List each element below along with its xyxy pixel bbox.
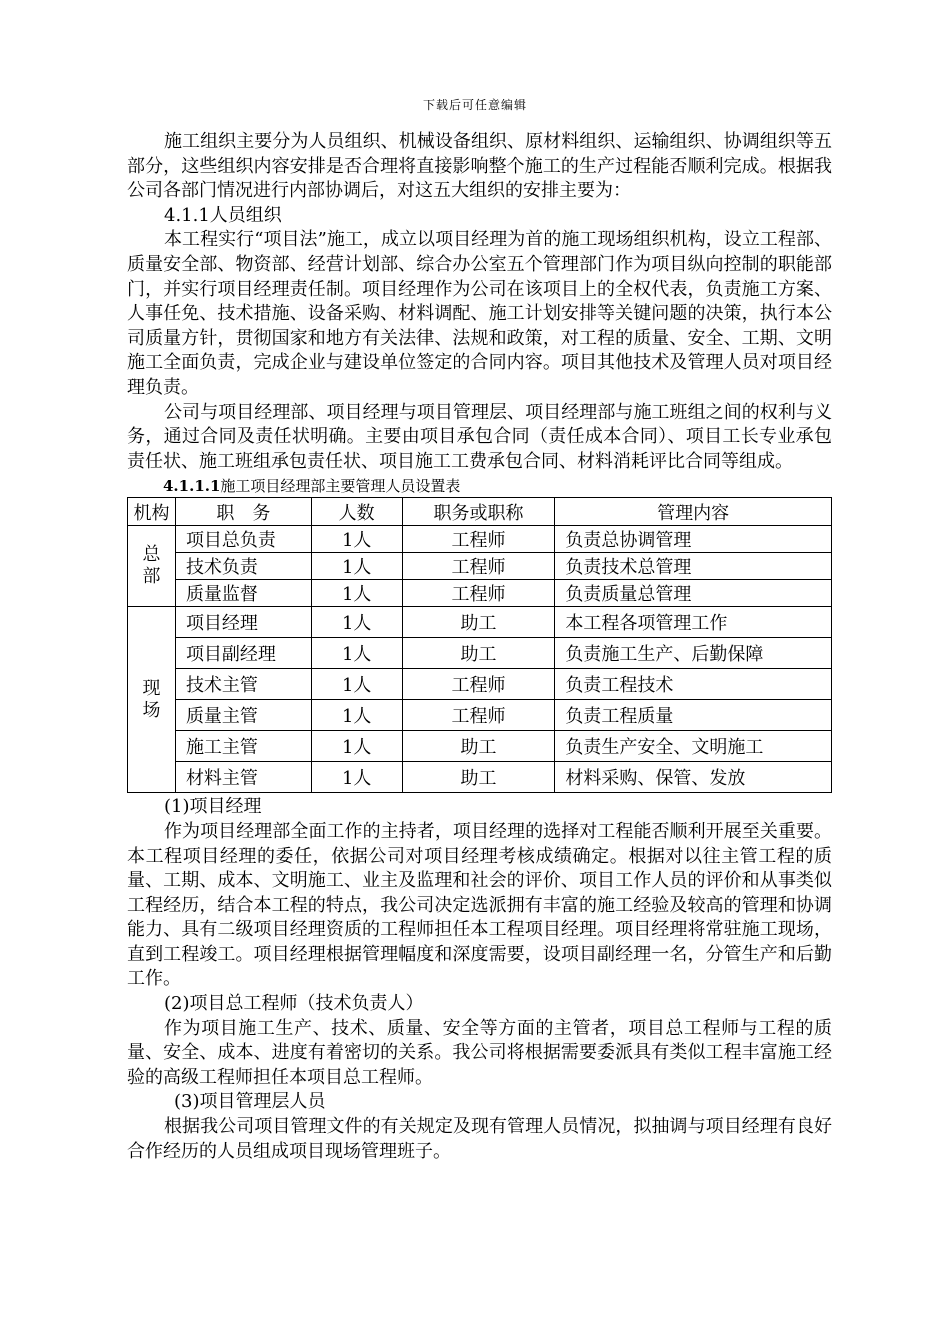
header-cell: 职 务 — [175, 498, 311, 526]
count-cell: 1人 — [311, 762, 402, 793]
title-cell: 助工 — [402, 731, 555, 762]
table-row — [128, 580, 832, 607]
table-row — [128, 669, 832, 700]
group-label-site: 现 场 — [128, 607, 176, 793]
table-row — [128, 700, 832, 731]
count-cell: 1人 — [311, 638, 402, 669]
count-cell: 1人 — [311, 607, 402, 638]
title-cell: 工程师 — [402, 526, 555, 553]
duty-cell: 负责工程技术 — [555, 669, 832, 700]
table-caption-number: 4.1.1.1 — [163, 477, 221, 496]
duty-cell: 负责质量总管理 — [555, 580, 832, 607]
subheading-management-staff: (3)项目管理层人员 — [174, 1091, 326, 1113]
role-cell: 质量监督 — [175, 580, 311, 607]
header-cell: 人数 — [311, 498, 402, 526]
role-cell: 项目总负责 — [175, 526, 311, 553]
header-cell: 职务或职称 — [402, 498, 555, 526]
table-row — [128, 607, 832, 638]
project-manager-paragraph: 作为项目经理部全面工作的主持者，项目经理的选择对工程能否顺利开展至关重要。本工程项目经理的委任，依据公司对项目经理考核成绩确定。根据对以往主管工程的质量、工期、成本、文明施工、业主及监理和社会的评价、项目工作人员的评价和从事类似工程经历，结合本工程的特点，我公司决定选派拥有丰富的施工经验及较高的管理和协调能力、具有二级项目经理资质的工程师担任本工程项目经理。项目经理将常驻施工现场，直到工程竣工。项目经理根据管理幅度和深度需要，设项目副经理一名，分管生产和后勤工作。 — [127, 820, 832, 990]
table-row — [128, 553, 832, 580]
table-row — [128, 638, 832, 669]
duty-cell: 负责技术总管理 — [555, 553, 832, 580]
table-row — [128, 762, 832, 793]
role-cell: 技术主管 — [175, 669, 311, 700]
intro-paragraph: 施工组织主要分为人员组织、机械设备组织、原材料组织、运输组织、协调组织等五部分，这些组织内容安排是否合理将直接影响整个施工的生产过程能否顺利完成。根据我公司各部门情况进行内部协调后，对这五大组织的安排主要为： — [127, 131, 832, 202]
header-cell: 管理内容 — [555, 498, 832, 526]
count-cell: 1人 — [311, 731, 402, 762]
role-cell: 项目经理 — [175, 607, 311, 638]
count-cell: 1人 — [311, 526, 402, 553]
subheading-project-manager: (1)项目经理 — [164, 796, 262, 818]
role-cell: 技术负责 — [175, 553, 311, 580]
group-label-headquarters: 总 部 — [128, 526, 176, 607]
count-cell: 1人 — [311, 700, 402, 731]
project-method-paragraph: 本工程实行“项目法”施工，成立以项目经理为首的施工现场组织机构，设立工程部、质量安全部、物资部、经营计划部、综合办公室五个管理部门作为项目纵向控制的职能部门，并实行项目经理责任制。项目经理作为公司在该项目上的全权代表，负责施工方案、人事任免、技术措施、设备采购、材料调配、施工计划安排等关键问题的决策，执行本公司质量方针，贯彻国家和地方有关法律、法规和政策，对工程的质量、安全、工期、文明施工全面负责，完成企业与建设单位签定的合同内容。项目其他技术及管理人员对项目经理负责。 — [127, 229, 832, 398]
title-cell: 助工 — [402, 762, 555, 793]
duty-cell: 本工程各项管理工作 — [555, 607, 832, 638]
subheading-chief-engineer: (2)项目总工程师（技术负责人） — [164, 993, 424, 1015]
title-cell: 助工 — [402, 638, 555, 669]
title-cell: 工程师 — [402, 553, 555, 580]
table-row — [128, 526, 832, 553]
section-heading-personnel: 4.1.1人员组织 — [164, 204, 282, 226]
table-header-row — [128, 498, 832, 526]
management-staff-paragraph: 根据我公司项目管理文件的有关规定及现有管理人员情况，拟抽调与项目经理有良好合作经历的人员组成项目现场管理班子。 — [127, 1116, 832, 1162]
count-cell: 1人 — [311, 669, 402, 700]
contract-paragraph: 公司与项目经理部、项目经理与项目管理层、项目经理部与施工班组之间的权利与义务，通过合同及责任状明确。主要由项目承包合同（责任成本合同）、项目工长专业承包责任状、施工班组承包责任状、项目施工工费承包合同、材料消耗评比合同等组成。 — [127, 401, 832, 472]
role-cell: 材料主管 — [175, 762, 311, 793]
role-cell: 项目副经理 — [175, 638, 311, 669]
count-cell: 1人 — [311, 553, 402, 580]
title-cell: 工程师 — [402, 700, 555, 731]
duty-cell: 负责生产安全、文明施工 — [555, 731, 832, 762]
chief-engineer-paragraph: 作为项目施工生产、技术、质量、安全等方面的主管者，项目总工程师与工程的质量、安全、成本、进度有着密切的关系。我公司将根据需要委派具有类似工程丰富施工经验的高级工程师担任本项目总工程师。 — [127, 1017, 832, 1088]
table-row — [128, 731, 832, 762]
role-cell: 质量主管 — [175, 700, 311, 731]
document-body — [127, 130, 832, 1164]
page-header: 下载后可任意编辑 — [422, 98, 527, 112]
title-cell: 工程师 — [402, 580, 555, 607]
staff-table — [127, 497, 832, 793]
duty-cell: 负责总协调管理 — [555, 526, 832, 553]
title-cell: 工程师 — [402, 669, 555, 700]
duty-cell: 负责施工生产、后勤保障 — [555, 638, 832, 669]
duty-cell: 材料采购、保管、发放 — [555, 762, 832, 793]
title-cell: 助工 — [402, 607, 555, 638]
count-cell: 1人 — [311, 580, 402, 607]
table-caption-text: 施工项目经理部主要管理人员设置表 — [220, 477, 461, 496]
table-caption — [127, 476, 832, 496]
role-cell: 施工主管 — [175, 731, 311, 762]
header-cell: 机构 — [128, 498, 176, 526]
duty-cell: 负责工程质量 — [555, 700, 832, 731]
